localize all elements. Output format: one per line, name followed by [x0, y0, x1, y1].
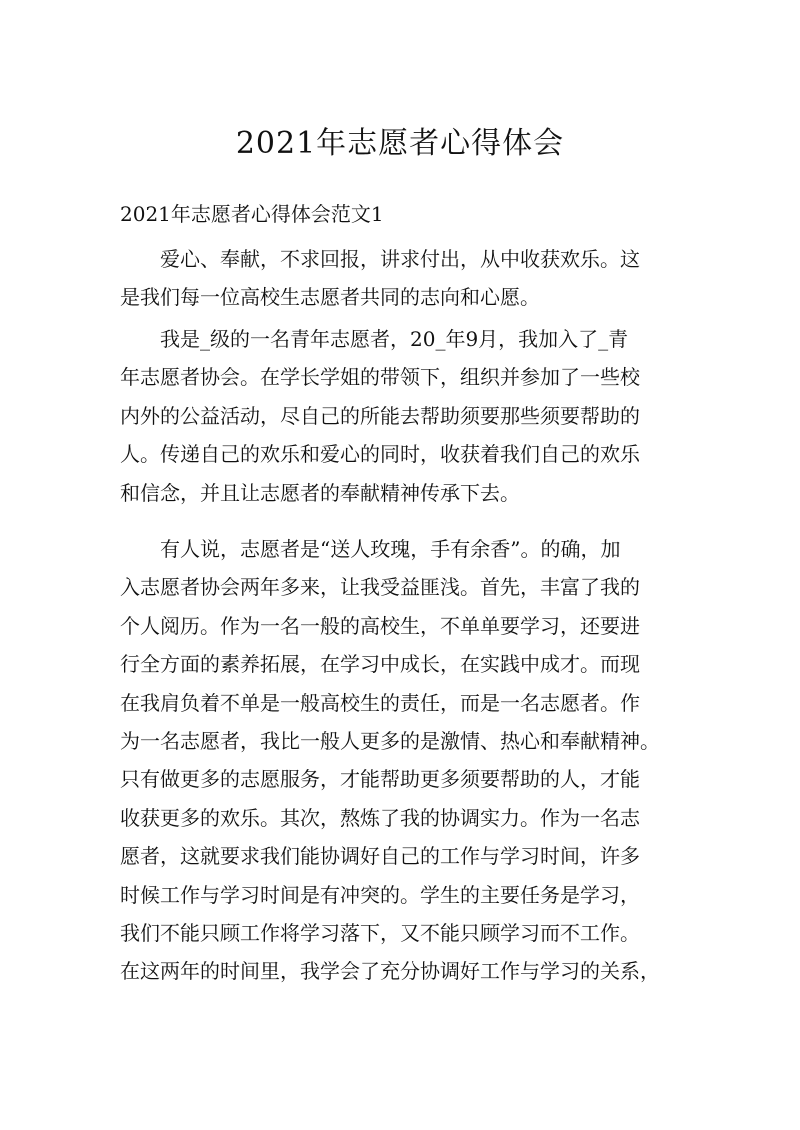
paragraph-2 — [120, 320, 685, 512]
paragraph-line: 在这两年的时间里，我学会了充分协调好工作与学习的关系， — [120, 959, 660, 984]
paragraph-line: 和信念，并且让志愿者的奉献精神传承下去。 — [120, 480, 520, 505]
paragraph-line: 年志愿者协会。在学长学姐的带领下，组织并参加了一些校 — [120, 365, 640, 390]
paragraph-line: 入志愿者协会两年多来，让我受益匪浅。首先，丰富了我的 — [120, 575, 640, 600]
paragraph-line: 为一名志愿者，我比一般人更多的是激情、热心和奉献精神。 — [120, 728, 660, 753]
paragraph-line: 收获更多的欢乐。其次，熬炼了我的协调实力。作为一名志 — [120, 805, 640, 830]
paragraph-3 — [120, 530, 685, 991]
paragraph-line: 我是_级的一名青年志愿者，20_年9月，我加入了_青 — [120, 327, 629, 351]
page-title: 2021年志愿者心得体会 — [235, 126, 565, 161]
paragraph-line: 内外的公益活动，尽自己的所能去帮助须要那些须要帮助的 — [120, 403, 640, 428]
paragraph-line: 时候工作与学习时间是有冲突的。学生的主要任务是学习， — [120, 882, 640, 907]
paragraph-line: 我们不能只顾工作将学习落下，又不能只顾学习而不工作。 — [120, 920, 640, 945]
paragraph-line: 有人说，志愿者是“送人玫瑰，手有余香”。的确，加 — [120, 537, 621, 561]
paragraph-line: 行全方面的素养拓展，在学习中成长，在实践中成才。而现 — [120, 652, 640, 677]
document-subtitle: 2021年志愿者心得体会范文1 — [120, 202, 384, 226]
paragraph-line: 爱心、奉献，不求回报，讲求付出，从中收获欢乐。这 — [120, 247, 640, 271]
paragraph-line: 是我们每一位高校生志愿者共同的志向和心愿。 — [120, 285, 540, 310]
paragraph-1 — [120, 240, 685, 317]
paragraph-line: 在我肩负着不单是一般高校生的责任，而是一名志愿者。作 — [120, 690, 640, 715]
paragraph-line: 个人阅历。作为一名一般的高校生，不单单要学习，还要进 — [120, 613, 640, 638]
paragraph-line: 人。传递自己的欢乐和爱心的同时，收获着我们自己的欢乐 — [120, 442, 640, 467]
paragraph-line: 只有做更多的志愿服务，才能帮助更多须要帮助的人，才能 — [120, 767, 640, 792]
paragraph-line: 愿者，这就要求我们能协调好自己的工作与学习时间，许多 — [120, 844, 640, 869]
